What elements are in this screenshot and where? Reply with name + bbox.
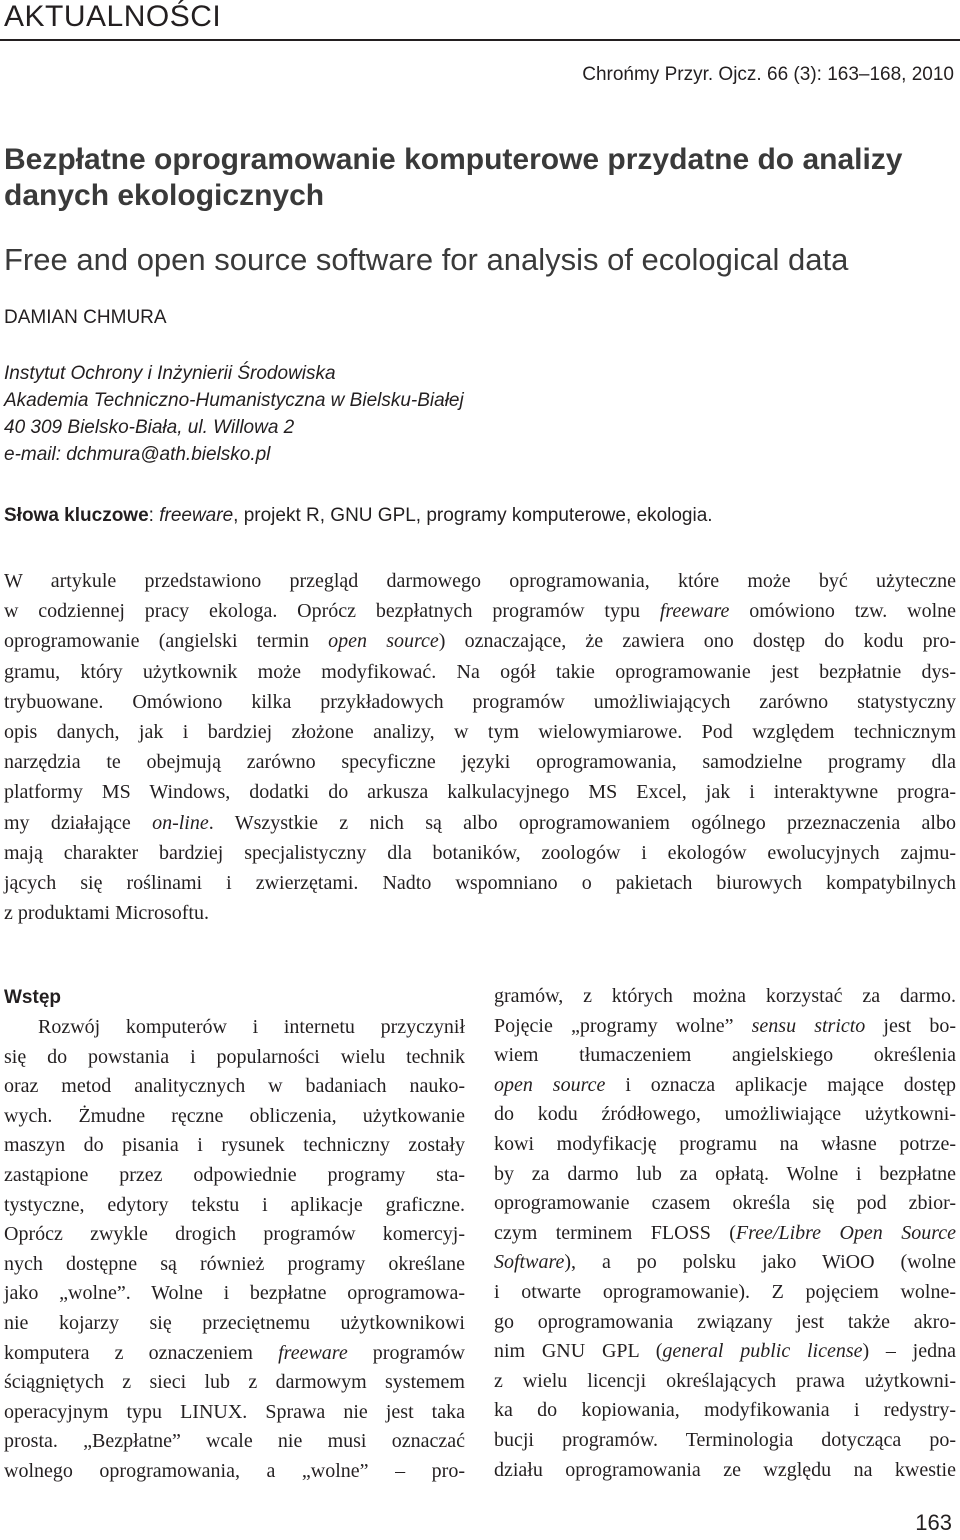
journal-citation: [582, 64, 954, 86]
body-line: do kodu źródłowego, umożliwiające użytkowni-: [494, 1103, 956, 1126]
abstract-line: platformy MS Windows, dodatki do arkusza kalkulacyjnego MS Excel, jak i interaktywne progra-: [4, 781, 956, 804]
abstract-line: [4, 808, 956, 838]
affiliation-email: e-mail: dchmura@ath.bielsko.pl: [4, 444, 271, 465]
body-line: i otwarte oprogramowanie). Z pojęciem wolne-: [494, 1280, 956, 1303]
body-line: gramów, z których można korzystać za darmo.: [494, 985, 956, 1007]
body-line: by za darmo lub za opłatą. Wolne i bezpłatne: [494, 1162, 956, 1185]
text-run: ) oznaczające, że zawiera ono dostęp do kodu pro-: [438, 630, 956, 653]
body-line: [494, 1337, 956, 1367]
body-line: jako „wolne”. Wolne i bezpłatne oprogramowa-: [4, 1282, 465, 1305]
body-line: wych. Żmudne ręczne obliczenia, użytkowanie: [4, 1104, 465, 1127]
body-line: tystyczne, edytory tekstu i aplikacje graficzne.: [4, 1193, 465, 1216]
body-line: działu oprogramowania ze względu na kwestie: [494, 1458, 956, 1481]
abstract-line: gramu, który użytkownik może modyfikować. Na ogół takie oprogramowanie jest bezpłatnie dys-: [4, 660, 956, 683]
text-run: Pojęcie „programy wolne”: [494, 1014, 752, 1037]
abstract-line: mają charakter bardziej specjalistyczny dla botaników, zoologów i ekologów ewolucyjnych zajmu-: [4, 841, 956, 864]
article-title-polish: Bezpłatne oprogramowanie komputerowe przydatne do analizy danych ekologicznych: [4, 143, 903, 212]
citation-rest: (3): 163–168, 2010: [793, 64, 954, 85]
text-run: ), a po polsku jako WiOO (wolne: [564, 1251, 956, 1274]
italic-term: on-line: [152, 811, 209, 834]
text-run: i oznacza aplikacje mające dostęp: [605, 1073, 956, 1096]
body-line: [494, 1219, 956, 1249]
body-line: [4, 1339, 465, 1369]
body-line: go oprogramowania związany jest także akro-: [494, 1310, 956, 1333]
keywords: [4, 505, 713, 527]
body-line: ka do kopiowania, modyfikowania i redystry-: [494, 1399, 956, 1422]
text-run: . Wszystkie z nich są albo oprogramowaniem ogólnego przeznaczenia albo: [208, 811, 956, 834]
body-line: ściągniętych z sieci lub z darmowym systemem: [4, 1371, 465, 1394]
body-line: z wielu licencji określających prawa użytkowni-: [494, 1369, 956, 1392]
abstract: [4, 566, 956, 928]
section-heading: AKTUALNOŚCI: [4, 0, 222, 33]
affiliation-line: Akademia Techniczno-Humanistyczna w Bielsku-Białej: [4, 390, 464, 411]
text-run: w codziennej pracy ekologa. Oprócz bezpłatnych programów typu: [4, 600, 660, 623]
body-line: kowi modyfikację programu na własne potrze-: [494, 1132, 956, 1155]
body-line: wolnego oprogramowania, a „wolne” – pro-: [4, 1459, 465, 1482]
italic-term: general public license: [662, 1340, 863, 1363]
body-line: [494, 1071, 956, 1101]
body-line: Oprócz zwykle drogich programów komercyj-: [4, 1223, 465, 1246]
body-line: nych dostępne są również programy określane: [4, 1252, 465, 1275]
italic-term: open source: [328, 630, 439, 653]
section-rule: [0, 39, 960, 41]
affiliation-line: Instytut Ochrony i Inżynierii Środowiska: [4, 363, 336, 384]
author-name: DAMIAN CHMURA: [4, 307, 167, 328]
body-line: oprogramowanie czasem określa się pod zbior-: [494, 1192, 956, 1215]
text-run: nim GNU GPL (: [494, 1340, 663, 1363]
abstract-line: jących się roślinami i zwierzętami. Nadto wspomniano o pakietach biurowych kompatybilnych: [4, 872, 956, 895]
section-title-introduction: Wstęp: [4, 987, 61, 1008]
italic-term: open source: [494, 1073, 606, 1096]
body-column-right: [494, 982, 956, 1485]
text-run: my działające: [4, 811, 153, 834]
keywords-label: Słowa kluczowe: [4, 505, 149, 526]
text-run: oprogramowanie (angielski termin: [4, 630, 329, 653]
text-run: czym terminem FLOSS (: [494, 1221, 736, 1244]
body-line: maszyn do pisania i rysunek techniczny zostały: [4, 1134, 465, 1157]
text-run: omówiono tzw. wolne: [729, 600, 956, 623]
body-column-left: [4, 983, 465, 1487]
text-run: ) – jedna: [862, 1340, 956, 1363]
italic-term: Software: [494, 1251, 565, 1274]
body-line: zastąpione przez odpowiednie programy sta-: [4, 1163, 465, 1186]
body-line: oraz metod analitycznych w badaniach nauko-: [4, 1075, 465, 1098]
body-line: [494, 1248, 956, 1278]
affiliation-line: 40 309 Bielsko-Biała, ul. Willowa 2: [4, 417, 295, 438]
abstract-line: W artykule przedstawiono przegląd darmowego oprogramowania, które może być użyteczne: [4, 570, 956, 592]
keywords-list: , projekt R, GNU GPL, programy komputerowe, ekologia.: [233, 505, 713, 526]
page-number: 163: [915, 1510, 952, 1535]
italic-term: freeware: [659, 600, 730, 623]
abstract-line: opis danych, jak i bardziej złożone analizy, w tym wielowymiarowe. Pod względem technicznym: [4, 721, 956, 744]
citation-journal: Chrońmy Przyr. Ojcz.: [582, 64, 762, 85]
abstract-line: z produktami Microsoftu.: [4, 902, 209, 925]
abstract-line: trybuowane. Omówiono kilka przykładowych programów umożliwiających zarówno statystyczny: [4, 690, 956, 713]
affiliation: [4, 360, 464, 468]
body-line: prosta. „Bezpłatne” wcale nie musi oznaczać: [4, 1430, 465, 1453]
italic-term: freeware: [278, 1341, 348, 1364]
body-line: operacyjnym typu LINUX. Sprawa nie jest taka: [4, 1400, 465, 1423]
body-line: [494, 1012, 956, 1042]
italic-term: Free/Libre Open Source: [735, 1221, 957, 1244]
text-run: jest bo-: [865, 1014, 956, 1037]
article-title-english: Free and open source software for analysis of ecological data: [4, 242, 849, 277]
body-line: bucji programów. Terminologia dotycząca po-: [494, 1428, 956, 1451]
body-line: się do powstania i popularności wielu technik: [4, 1045, 465, 1068]
abstract-line: narzędzia te obejmują zarówno specyficzne języki oprogramowania, samodzielne programy dla: [4, 751, 956, 774]
body-line: nie kojarzy się przeciętnemu użytkownikowi: [4, 1311, 465, 1334]
text-run: komputera z oznaczeniem: [4, 1341, 279, 1364]
abstract-line: [4, 626, 956, 656]
citation-volume: 66: [767, 64, 789, 85]
body-line: wiem tłumaczeniem angielskiego określenia: [494, 1044, 956, 1067]
keywords-separator: :: [148, 505, 160, 526]
body-line: Rozwój komputerów i internetu przyczynił: [38, 1016, 465, 1038]
abstract-line: [4, 596, 956, 626]
italic-term: sensu stricto: [751, 1014, 866, 1037]
text-run: programów: [347, 1341, 466, 1364]
keyword-italic: freeware: [159, 505, 234, 526]
